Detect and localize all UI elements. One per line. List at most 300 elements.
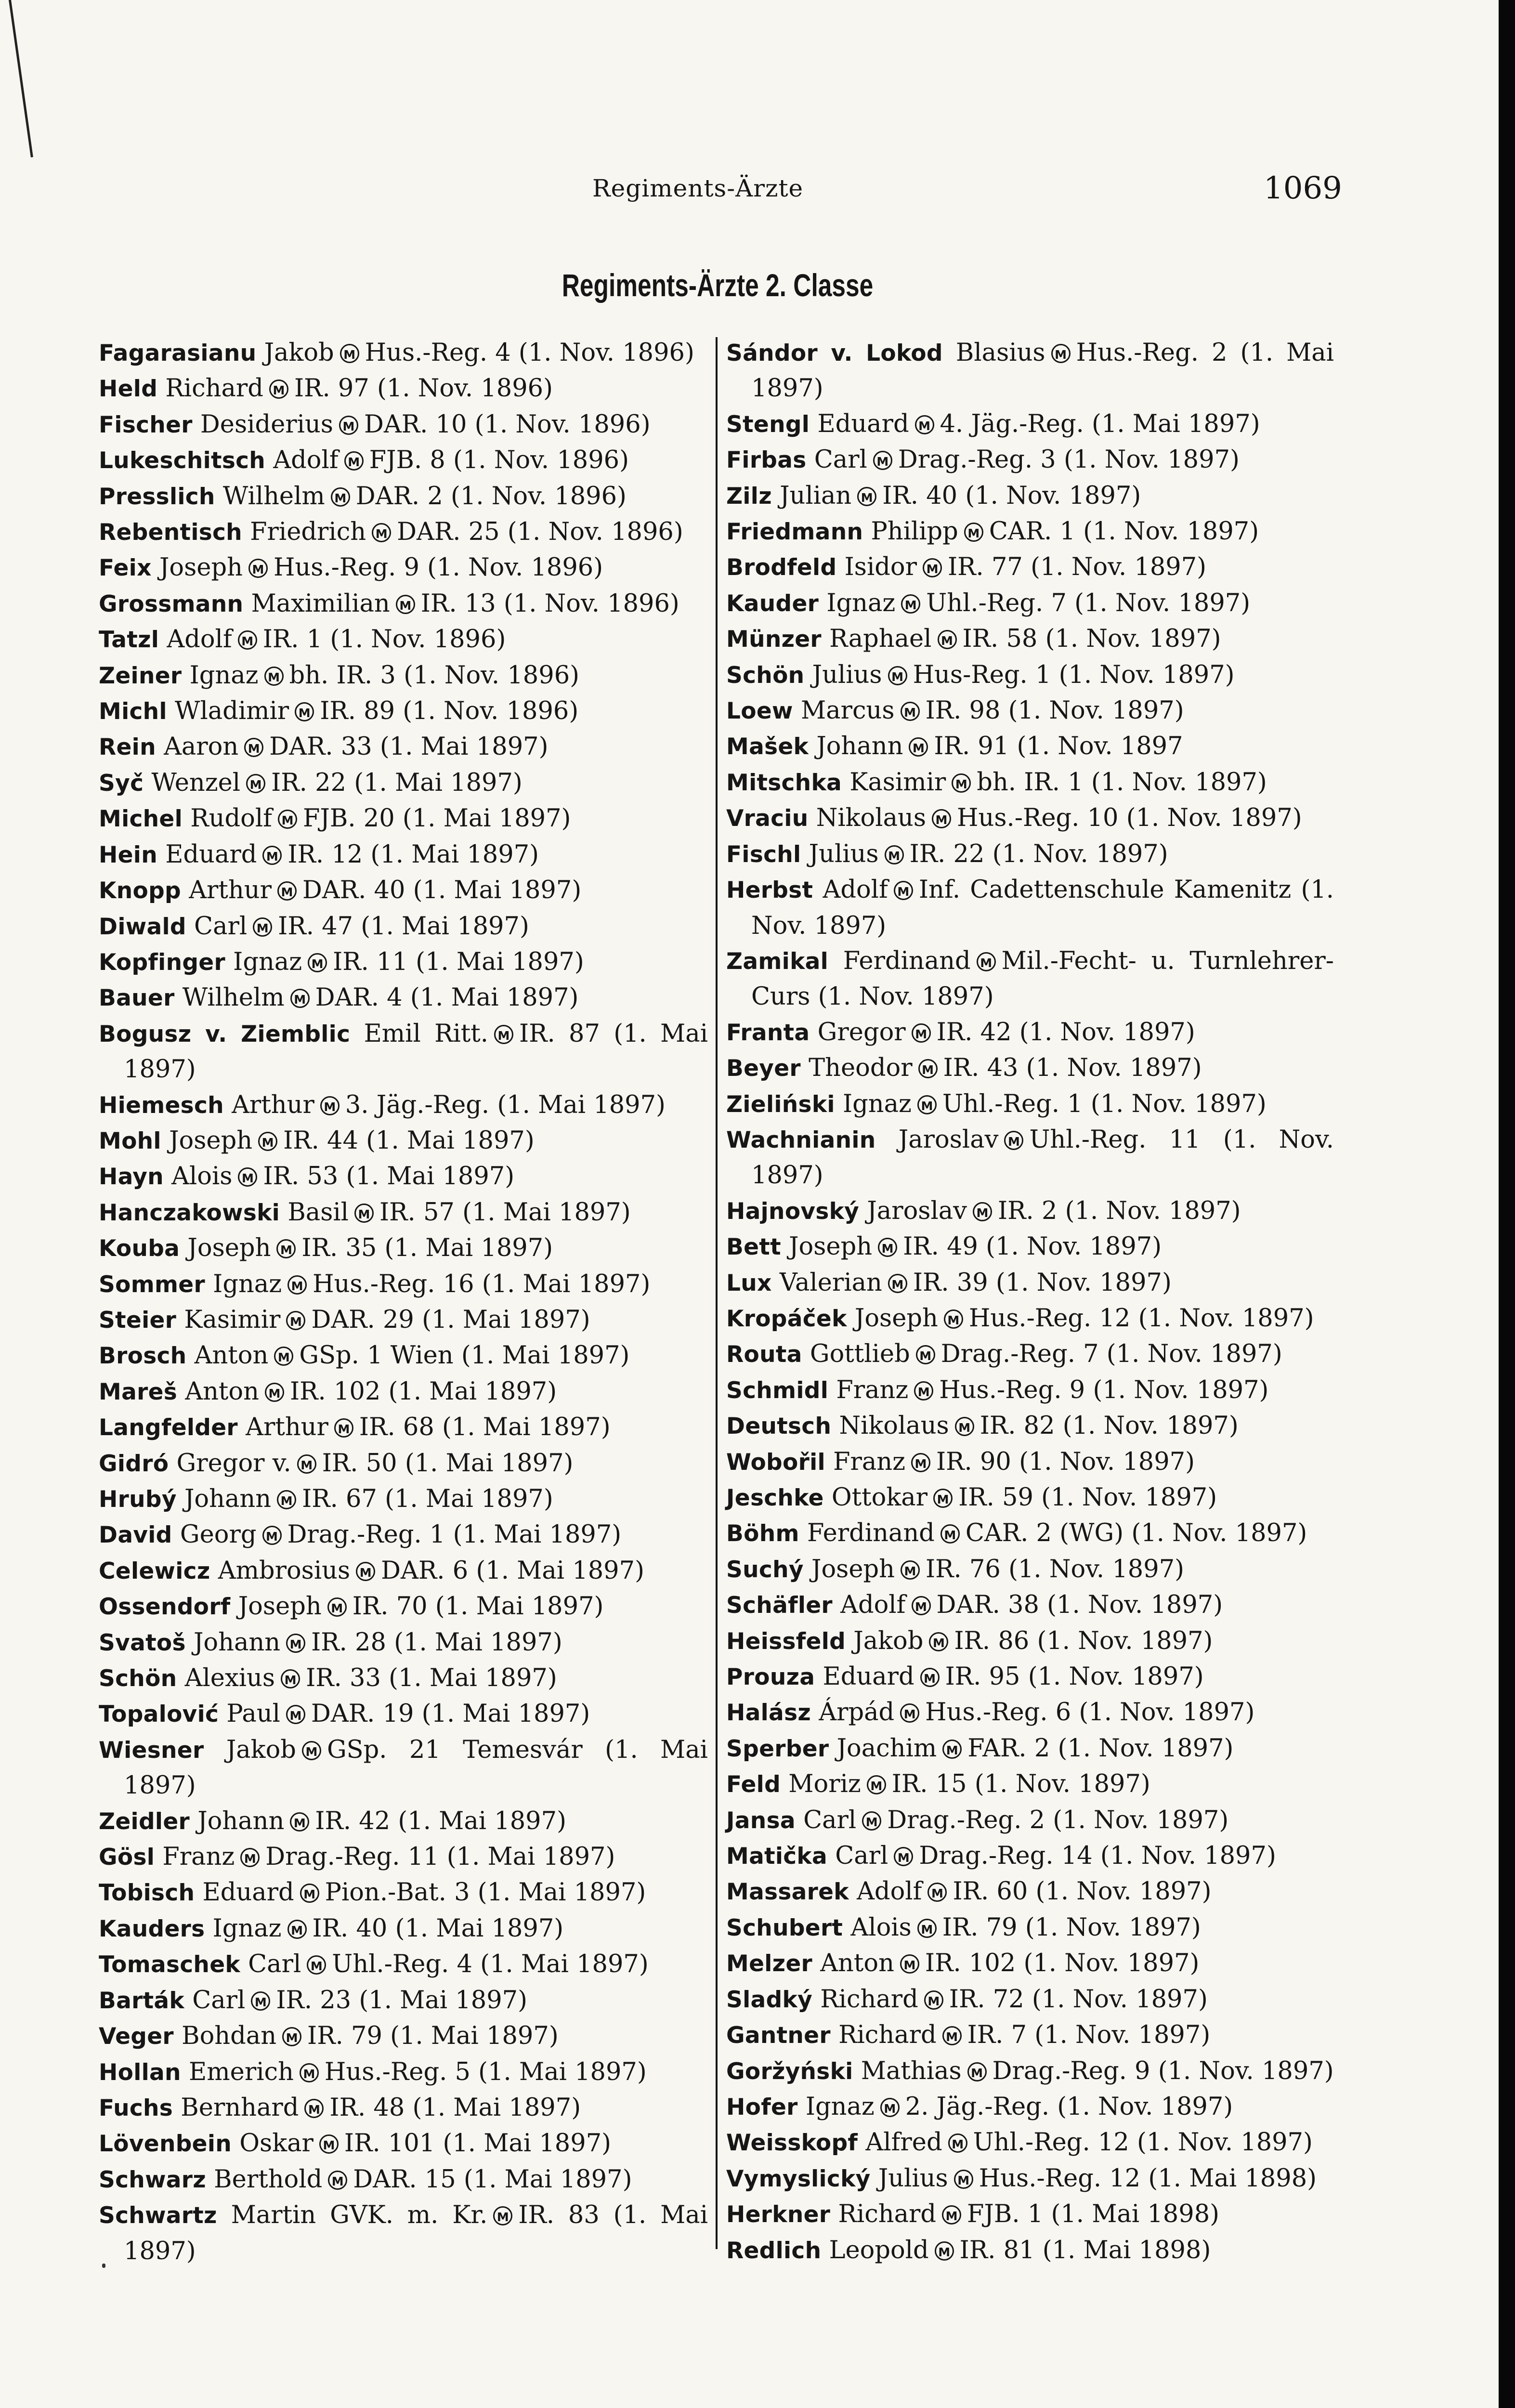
circled-m-icon: M — [912, 1596, 931, 1615]
entry-surname: Schön — [99, 1665, 177, 1692]
circled-m-icon: M — [295, 702, 314, 721]
entry-given-name: Raphael — [829, 625, 932, 654]
circled-m-icon: M — [251, 1991, 270, 2011]
roster-entry — [99, 1947, 708, 1982]
entry-posting: IR. 39 (1. Nov. 1897) — [913, 1268, 1172, 1297]
circled-m-icon: M — [894, 881, 913, 900]
circled-m-icon: M — [914, 1381, 933, 1400]
entry-posting: IR. 102 (1. Nov. 1897) — [925, 1949, 1200, 1978]
entry-posting: DAR. 33 (1. Mai 1897) — [269, 733, 549, 761]
circled-m-icon: M — [494, 1025, 513, 1044]
roster-entry — [99, 1839, 708, 1875]
entry-surname: Lövenbein — [99, 2131, 232, 2158]
roster-entry — [726, 1516, 1334, 1551]
entry-given-name: Julian — [780, 481, 852, 510]
circled-m-icon: M — [396, 595, 415, 614]
circled-m-icon: M — [372, 523, 391, 542]
scan-border-right — [1499, 0, 1515, 2408]
circled-m-icon: M — [356, 1562, 375, 1581]
circled-m-icon: M — [952, 773, 971, 793]
entry-posting: DAR. 25 (1. Nov. 1896) — [397, 518, 683, 547]
circled-m-icon: M — [340, 344, 359, 363]
circled-m-icon: M — [927, 1883, 947, 1902]
roster-entry — [99, 658, 708, 694]
entry-surname: Hein — [99, 841, 157, 868]
roster-entry — [99, 801, 708, 837]
circled-m-icon: M — [286, 1634, 305, 1653]
roster-entry — [726, 1659, 1334, 1695]
entry-given-name: Jakob — [264, 339, 334, 367]
entry-given-name: Joachim — [836, 1734, 937, 1763]
entry-given-name: Alfred — [865, 2128, 942, 2157]
entry-surname: Brosch — [99, 1343, 187, 1370]
entry-posting: Hus-Reg. 1 (1. Nov. 1897) — [913, 660, 1235, 689]
entry-surname: Halász — [726, 1700, 811, 1727]
entry-given-name: Julius — [878, 2164, 948, 2193]
roster-entry — [99, 980, 708, 1016]
circled-m-icon: M — [964, 523, 983, 542]
entry-surname: Schwarz — [99, 2166, 206, 2193]
circled-m-icon: M — [277, 1490, 296, 1509]
roster-entry — [726, 1552, 1334, 1587]
roster-entry — [726, 2197, 1334, 2232]
entry-posting: Drag.-Reg. 14 (1. Nov. 1897) — [919, 1842, 1276, 1871]
entry-posting: Hus.-Reg. 6 (1. Nov. 1897) — [925, 1698, 1255, 1727]
entry-posting: FJB. 20 (1. Mai 1897) — [303, 804, 571, 833]
roster-entry — [726, 1373, 1334, 1408]
entry-posting: Uhl.-Reg. 11 (1. Nov. 1897) — [751, 1125, 1334, 1190]
entry-given-name: Joseph — [238, 1592, 322, 1621]
roster-entry — [99, 1589, 708, 1624]
entry-posting: IR. 68 (1. Mai 1897) — [359, 1413, 611, 1442]
entry-surname: Wiesner — [99, 1737, 204, 1764]
circled-m-icon: M — [948, 2133, 967, 2153]
entry-surname: Brodfeld — [726, 554, 837, 581]
right-column — [726, 335, 1334, 2268]
entry-posting: Hus.-Reg. 10 (1. Nov. 1897) — [957, 804, 1302, 833]
entry-posting: IR. 67 (1. Mai 1897) — [302, 1485, 553, 1513]
roster-entry — [99, 2018, 708, 2054]
roster-entry — [726, 1838, 1334, 1874]
entry-posting: IR. 79 (1. Nov. 1897) — [942, 1913, 1201, 1942]
entry-given-name: Desiderius — [200, 410, 333, 439]
roster-entry — [726, 943, 1334, 1015]
entry-surname: Münzer — [726, 626, 822, 653]
entry-posting: IR. 57 (1. Mai 1897) — [379, 1198, 631, 1227]
entry-posting: IR. 102 (1. Mai 1897) — [289, 1377, 557, 1406]
entry-posting: IR. 23 (1. Mai 1897) — [276, 1986, 527, 2015]
entry-given-name: Ferdinand — [807, 1519, 935, 1548]
entry-posting: GSp. 1 Wien (1. Mai 1897) — [299, 1341, 630, 1370]
entry-posting: IR. 82 (1. Nov. 1897) — [980, 1412, 1239, 1440]
entry-surname: Topalović — [99, 1701, 219, 1728]
circled-m-icon: M — [932, 809, 951, 828]
roster-entry — [726, 693, 1334, 729]
entry-surname: Zilz — [726, 483, 772, 510]
entry-posting: Drag.-Reg. 9 (1. Nov. 1897) — [992, 2056, 1334, 2085]
entry-posting: Hus.-Reg. 2 (1. Mai 1897) — [751, 339, 1334, 403]
roster-entry — [726, 765, 1334, 800]
entry-posting: Pion.-Bat. 3 (1. Mai 1897) — [325, 1878, 646, 1907]
entry-surname: Vraciu — [726, 805, 809, 832]
entry-posting: IR. 101 (1. Mai 1897) — [344, 2129, 612, 2158]
entry-given-name: Anton — [194, 1341, 269, 1370]
entry-given-name: Richard — [838, 2200, 937, 2229]
entry-given-name: Carl — [248, 1950, 301, 1979]
roster-entry — [99, 1087, 708, 1123]
entry-surname: Hrubý — [99, 1486, 177, 1513]
circled-m-icon: M — [923, 558, 942, 577]
entry-given-name: Carl — [192, 1986, 246, 2015]
roster-entry — [99, 1374, 708, 1410]
roster-entry — [726, 1982, 1334, 2017]
roster-entry — [726, 1874, 1334, 1910]
entry-given-name: Wilhelm — [222, 482, 325, 510]
roster-entry — [99, 1875, 708, 1911]
circled-m-icon: M — [281, 1669, 300, 1688]
entry-given-name: Jaroslav — [898, 1125, 999, 1154]
entry-given-name: Alexius — [184, 1664, 275, 1693]
entry-given-name: Anton — [820, 1949, 894, 1978]
entry-given-name: Joseph — [854, 1304, 938, 1333]
entry-posting: bh. IR. 1 (1. Nov. 1897) — [977, 768, 1267, 797]
entry-given-name: Adolf — [273, 446, 339, 475]
entry-given-name: Anton — [185, 1377, 259, 1406]
roster-entry — [726, 1015, 1334, 1050]
circled-m-icon: M — [287, 1275, 307, 1295]
entry-posting: IR. 33 (1. Mai 1897) — [306, 1664, 557, 1693]
roster-entry — [99, 694, 708, 729]
circled-m-icon: M — [894, 1847, 913, 1866]
entry-surname: Mohl — [99, 1127, 161, 1154]
roster-entry — [726, 1910, 1334, 1946]
roster-entry — [99, 1446, 708, 1481]
entry-posting: GSp. 21 Temesvár (1. Mai 1897) — [124, 1735, 708, 1800]
roster-entry — [726, 1122, 1334, 1193]
entry-posting: DAR. 15 (1. Mai 1897) — [353, 2165, 632, 2194]
entry-given-name: Richard — [838, 2021, 937, 2050]
section-title: Regiments-Ärzte 2. Classe — [562, 267, 874, 303]
roster-entry — [99, 765, 708, 801]
entry-given-name: Nikolaus — [816, 804, 926, 833]
entry-given-name: Rudolf — [190, 804, 273, 833]
entry-posting: IR. 28 (1. Mai 1897) — [311, 1628, 562, 1657]
circled-m-icon: M — [282, 2027, 301, 2046]
entry-given-name: Ambrosius — [218, 1556, 351, 1585]
entry-given-name: Adolf — [840, 1591, 906, 1620]
roster-entry — [726, 550, 1334, 585]
circled-m-icon: M — [304, 2099, 324, 2118]
entry-given-name: Johann — [816, 732, 903, 761]
roster-entry — [726, 2054, 1334, 2089]
roster-entry — [726, 478, 1334, 514]
circled-m-icon: M — [253, 917, 272, 937]
entry-posting: IR. 87 (1. Mai 1897) — [124, 1019, 708, 1084]
circled-m-icon: M — [955, 1417, 974, 1436]
roster-entry — [99, 2055, 708, 2090]
entry-given-name: Carl — [835, 1842, 888, 1871]
entry-posting: FJB. 8 (1. Nov. 1896) — [369, 446, 629, 475]
circled-m-icon: M — [238, 630, 257, 650]
entry-surname: Kauder — [726, 590, 819, 617]
entry-surname: Hofer — [726, 2094, 798, 2120]
entry-surname: Bett — [726, 1234, 781, 1261]
entry-surname: Bogusz v. Ziemblic — [99, 1021, 351, 1047]
entry-posting: CAR. 2 (WG) (1. Nov. 1897) — [965, 1519, 1307, 1548]
entry-surname: Herbst — [726, 877, 813, 904]
entry-surname: Friedmann — [726, 519, 863, 546]
entry-given-name: Jakob — [226, 1735, 296, 1764]
roster-entry — [726, 1408, 1334, 1444]
entry-surname: Veger — [99, 2023, 174, 2050]
entry-given-name: Theodor — [809, 1054, 913, 1083]
circled-m-icon: M — [308, 953, 327, 972]
entry-posting: IR. 42 (1. Mai 1897) — [315, 1806, 566, 1835]
entry-given-name: Franz — [162, 1843, 235, 1871]
entry-given-name: Gottlieb — [810, 1340, 910, 1369]
entry-surname: Beyer — [726, 1055, 801, 1082]
entry-posting: Hus.-Reg. 9 (1. Nov. 1896) — [273, 553, 603, 582]
circled-m-icon: M — [885, 845, 904, 864]
entry-posting: IR. 7 (1. Nov. 1897) — [967, 2021, 1211, 2050]
entry-surname: Schön — [726, 662, 805, 689]
entry-given-name: Ignaz — [212, 1914, 282, 1943]
entry-posting: Hus.-Reg. 12 (1. Mai 1898) — [979, 2164, 1317, 2193]
circled-m-icon: M — [878, 1238, 897, 1257]
roster-entry — [726, 335, 1334, 406]
entry-posting: IR. 2 (1. Nov. 1897) — [997, 1196, 1241, 1225]
entry-surname: Mašek — [726, 733, 809, 760]
entry-given-name: Carl — [194, 912, 248, 941]
circled-m-icon: M — [331, 487, 350, 507]
entry-surname: Vymyslický — [726, 2165, 871, 2192]
entry-posting: Drag.-Reg. 11 (1. Mai 1897) — [265, 1843, 615, 1871]
circled-m-icon: M — [1051, 344, 1071, 363]
entry-posting: DAR. 38 (1. Nov. 1897) — [936, 1591, 1223, 1620]
circled-m-icon: M — [901, 594, 920, 614]
circled-m-icon: M — [973, 1202, 992, 1221]
entry-given-name: Carl — [803, 1806, 857, 1834]
entry-posting: IR. 59 (1. Nov. 1897) — [958, 1483, 1217, 1512]
ink-speck — [102, 2264, 105, 2268]
roster-entry — [726, 1731, 1334, 1767]
entry-surname: Jeschke — [726, 1485, 824, 1511]
roster-entry — [99, 944, 708, 980]
entry-surname: Prouza — [726, 1664, 815, 1691]
entry-surname: Svatoš — [99, 1629, 186, 1656]
circled-m-icon: M — [248, 559, 268, 578]
entry-posting: Mil.-Fecht- u. Turnlehrer-Curs (1. Nov. 1897) — [751, 946, 1334, 1011]
entry-posting: IR. 60 (1. Nov. 1897) — [953, 1877, 1212, 1906]
entry-given-name: Jakob — [853, 1626, 924, 1655]
entry-given-name: Paul — [226, 1700, 280, 1728]
entry-given-name: Carl — [814, 445, 867, 474]
entry-given-name: Gregor — [817, 1018, 906, 1047]
entry-posting: IR. 90 (1. Nov. 1897) — [936, 1447, 1195, 1476]
roster-entry — [726, 1767, 1334, 1802]
entry-given-name: Mathias — [861, 2056, 962, 2085]
entry-given-name: Gregor v. — [176, 1449, 291, 1478]
entry-surname: Zeidler — [99, 1808, 190, 1835]
circled-m-icon: M — [900, 1954, 919, 1974]
entry-surname: Kauders — [99, 1915, 205, 1942]
entry-posting: IR. 91 (1. Nov. 1897 — [934, 732, 1183, 761]
entry-posting: IR. 43 (1. Nov. 1897) — [943, 1054, 1202, 1083]
entry-given-name: Eduard — [165, 840, 257, 869]
entry-surname: Weisskopf — [726, 2130, 858, 2157]
entry-posting: FJB. 1 (1. Mai 1898) — [967, 2200, 1220, 2229]
entry-given-name: Julius — [809, 839, 879, 868]
entry-posting: DAR. 10 (1. Nov. 1896) — [364, 410, 651, 439]
entry-posting: IR. 49 (1. Nov. 1897) — [903, 1232, 1162, 1261]
entry-given-name: Bohdan — [182, 2022, 277, 2051]
entry-surname: Grossmann — [99, 590, 244, 617]
roster-entry — [99, 2126, 708, 2161]
circled-m-icon: M — [944, 1309, 963, 1329]
entry-surname: Schmidl — [726, 1377, 829, 1404]
entry-given-name: Franz — [836, 1375, 909, 1404]
entry-posting: Hus.-Reg. 9 (1. Nov. 1897) — [939, 1375, 1269, 1404]
entry-posting: IR. 72 (1. Nov. 1897) — [949, 1985, 1208, 2014]
entry-posting: IR. 1 (1. Nov. 1896) — [262, 625, 506, 654]
entry-surname: Presslich — [99, 483, 215, 510]
circled-m-icon: M — [290, 1812, 309, 1832]
entry-surname: Sommer — [99, 1271, 205, 1298]
entry-posting: IR. 35 (1. Mai 1897) — [301, 1234, 553, 1263]
roster-entry — [99, 1983, 708, 2018]
circled-m-icon: M — [857, 487, 876, 506]
entry-given-name: Emil Ritt. — [364, 1019, 488, 1048]
roster-entry — [726, 2233, 1334, 2268]
circled-m-icon: M — [918, 1059, 938, 1078]
roster-entry — [99, 1804, 708, 1839]
entry-surname: Fischl — [726, 841, 801, 868]
roster-entry — [726, 621, 1334, 657]
entry-given-name: Ferdinand — [843, 946, 971, 975]
circled-m-icon: M — [924, 1990, 943, 2010]
entry-given-name: Oskar — [239, 2129, 313, 2158]
entry-given-name: Valerian — [779, 1268, 882, 1297]
entry-posting: IR. 11 (1. Mai 1897) — [333, 947, 584, 976]
entry-posting: 2. Jäg.-Reg. (1. Nov. 1897) — [905, 2092, 1233, 2121]
circled-m-icon: M — [942, 2026, 962, 2045]
roster-entry — [99, 1159, 708, 1194]
circled-m-icon: M — [942, 2205, 961, 2225]
entry-posting: IR. 95 (1. Nov. 1897) — [945, 1662, 1204, 1691]
roster-entry — [726, 2161, 1334, 2197]
entry-given-name: Ignaz — [805, 2092, 875, 2121]
entry-surname: David — [99, 1522, 172, 1549]
roster-entry — [99, 1302, 708, 1338]
entry-posting: IR. 40 (1. Nov. 1897) — [882, 481, 1141, 510]
entry-given-name: Joseph — [187, 1234, 271, 1263]
entry-surname: Kouba — [99, 1235, 180, 1262]
entry-given-name: Alois — [171, 1162, 233, 1191]
entry-given-name: Isidor — [844, 553, 917, 582]
roster-entry — [99, 335, 708, 371]
entry-posting: IR. 22 (1. Mai 1897) — [271, 768, 522, 797]
entry-posting: IR. 50 (1. Mai 1897) — [322, 1449, 574, 1478]
entry-given-name: Johann — [197, 1806, 285, 1835]
entry-surname: Barták — [99, 1987, 184, 2014]
circled-m-icon: M — [334, 1418, 353, 1438]
entry-posting: CAR. 1 (1. Nov. 1897) — [989, 517, 1259, 546]
circled-m-icon: M — [287, 1920, 307, 1939]
circled-m-icon: M — [274, 1347, 293, 1366]
circled-m-icon: M — [916, 1345, 935, 1364]
circled-m-icon: M — [276, 1239, 296, 1258]
circled-m-icon: M — [873, 451, 892, 470]
roster-entry — [99, 550, 708, 586]
roster-entry — [99, 586, 708, 622]
entry-surname: Kropáček — [726, 1305, 847, 1332]
entry-surname: Celewicz — [99, 1557, 210, 1584]
entry-posting: IR. 83 (1. Mai 1897) — [124, 2201, 708, 2265]
roster-entry — [726, 514, 1334, 550]
entry-given-name: Kasimir — [184, 1305, 281, 1334]
roster-entry — [726, 1946, 1334, 1981]
entry-given-name: Leopold — [829, 2236, 929, 2264]
circled-m-icon: M — [278, 810, 297, 829]
entry-posting: IR. 13 (1. Nov. 1896) — [420, 589, 679, 618]
entry-posting: DAR. 40 (1. Mai 1897) — [302, 876, 582, 905]
roster-entry — [99, 407, 708, 443]
roster-entry — [726, 2125, 1334, 2160]
roster-entry — [99, 1661, 708, 1696]
entry-surname: Tatzl — [99, 627, 159, 654]
roster-entry — [726, 1086, 1334, 1122]
circled-m-icon: M — [900, 1703, 919, 1723]
entry-given-name: Árpád — [819, 1698, 895, 1727]
circled-m-icon: M — [258, 1132, 277, 1151]
entry-surname: Franta — [726, 1019, 810, 1046]
entry-given-name: Martin GVK. m. Kr. — [231, 2201, 488, 2230]
entry-posting: Drag.-Reg. 3 (1. Nov. 1897) — [898, 445, 1240, 474]
entry-posting: DAR. 4 (1. Mai 1897) — [315, 983, 579, 1012]
scan-edge-line — [9, 0, 33, 157]
entry-surname: Steier — [99, 1307, 177, 1334]
entry-surname: Firbas — [726, 447, 807, 474]
entry-given-name: Georg — [180, 1520, 257, 1549]
circled-m-icon: M — [493, 2206, 512, 2225]
entry-given-name: Eduard — [823, 1662, 914, 1691]
entry-given-name: Ignaz — [826, 589, 896, 617]
entry-surname: Suchý — [726, 1556, 804, 1583]
circled-m-icon: M — [339, 416, 358, 435]
roster-entry — [726, 586, 1334, 621]
roster-entry — [726, 837, 1334, 872]
entry-posting: Uhl.-Reg. 4 (1. Mai 1897) — [332, 1950, 649, 1979]
circled-m-icon: M — [917, 1095, 937, 1114]
roster-entry — [99, 1123, 708, 1159]
circled-m-icon: M — [277, 881, 297, 901]
entry-posting: Hus.-Reg. 12 (1. Nov. 1897) — [968, 1304, 1314, 1333]
entry-surname: Rein — [99, 734, 156, 761]
circled-m-icon: M — [328, 2171, 347, 2190]
entry-posting: IR. 42 (1. Nov. 1897) — [936, 1018, 1195, 1047]
entry-posting: FAR. 2 (1. Nov. 1897) — [967, 1734, 1234, 1763]
entry-posting: Uhl.-Reg. 12 (1. Nov. 1897) — [973, 2128, 1313, 2157]
circled-m-icon: M — [307, 1955, 326, 1975]
entry-surname: Gidró — [99, 1450, 169, 1477]
circled-m-icon: M — [935, 2241, 954, 2261]
roster-entry — [99, 2090, 708, 2126]
entry-posting: Drag.-Reg. 2 (1. Nov. 1897) — [887, 1806, 1229, 1834]
entry-surname: Wobořil — [726, 1449, 825, 1476]
entry-surname: Gösl — [99, 1844, 155, 1871]
roster-entry — [726, 1587, 1334, 1623]
circled-m-icon: M — [300, 2063, 319, 2082]
